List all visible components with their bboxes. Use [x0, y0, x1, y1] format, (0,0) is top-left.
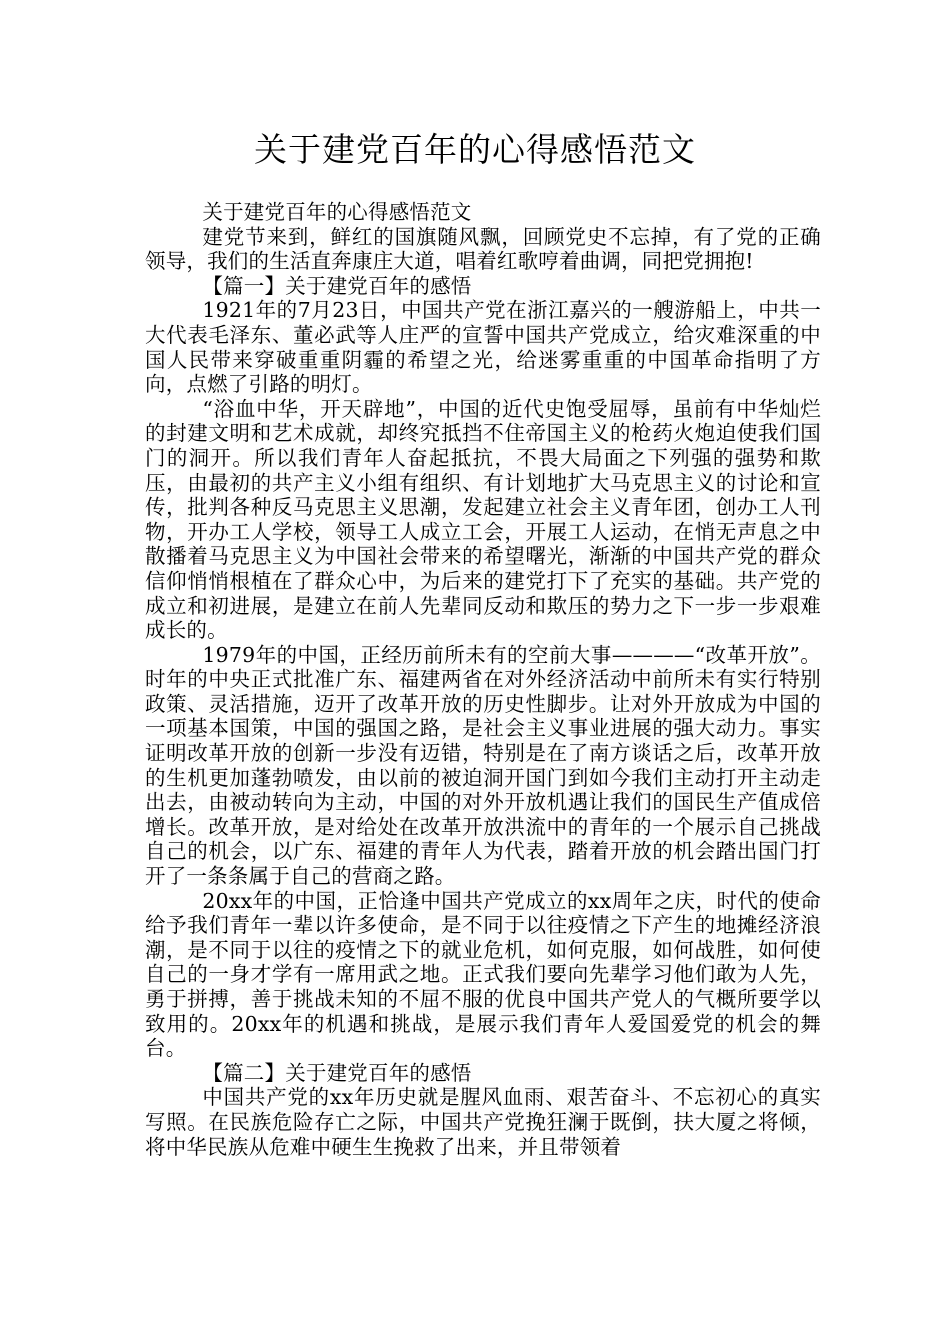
document-title: 关于建党百年的心得感悟范文: [254, 130, 696, 169]
body-paragraph: “浴血中华，开天辟地”，中国的近代史饱受屈辱，虽前有中华灿烂的封建文明和艺术成就，却终究抵挡不住帝国主义的枪药火炮迫使我们国门的洞开。所以我们青年人奋起抵抗，不畏大局面之下列强的强势和欺压，由最初的共产主义小组有组织、有计划地扩大马克思主义的讨论和宣传，批判各种反马克思主义思潮，发起建立社会主义青年团，创办工人刊物，开办工人学校，领导工人成立工会，开展工人运动，在悄无声息之中散播着马克思主义为中国社会带来的希望曙光，渐渐的中国共产党的群众信仰悄悄根植在了群众心中，为后来的建党打下了充实的基础。共产党的成立和初进展，是建立在前人先辈同反动和欺压的势力之下一步一步艰难成长的。: [145, 396, 821, 643]
body-paragraph: 1921年的7月23日，中国共产党在浙江嘉兴的一艘游船上，中共一大代表毛泽东、董必武等人庄严的宣誓中国共产党成立，给灾难深重的中国人民带来穿破重重阴霾的希望之光，给迷雾重重的中国革命指明了方向，点燃了引路的明灯。: [145, 298, 821, 397]
body-paragraph: 20xx年的中国，正恰逢中国共产党成立的xx周年之庆，时代的使命给予我们青年一辈以许多使命，是不同于以往疫情之下产生的地摊经济浪潮，是不同于以往的疫情之下的就业危机，如何克服，如何战胜，如何使自己的一身才学有一席用武之地。正式我们要向先辈学习他们敢为人先，勇于拼搏，善于挑战未知的不屈不服的优良中国共产党人的气概所要学以致用的。20xx年的机遇和挑战，是展示我们青年人爱国爱党的机会的舞台。: [145, 888, 821, 1061]
subtitle-paragraph: 关于建党百年的心得感悟范文: [202, 200, 472, 224]
document-body: [145, 200, 821, 1159]
body-paragraph: 1979年的中国，正经历前所未有的空前大事————“改革开放”。时年的中央正式批准广东、福建两省在对外经济活动中前所未有实行特别政策、灵活措施，迈开了改革开放的历史性脚步。让对外开放成为中国的一项基本国策，中国的强国之路，是社会主义事业进展的强大动力。事实证明改革开放的创新一步没有迈错，特别是在了南方谈话之后，改革开放的生机更加蓬勃喷发，由以前的被迫洞开国门到如今我们主动打开主动走出去，由被动转向为主动，中国的对外开放机遇让我们的国民生产值成倍增长。改革开放，是对给处在改革开放洪流中的青年的一个展示自己挑战自己的机会，以广东、福建的青年人为代表，踏着开放的机会踏出国门打开了一条条属于自己的营商之路。: [145, 642, 821, 889]
section-heading-1: 【篇一】关于建党百年的感悟: [202, 273, 472, 298]
body-paragraph: 中国共产党的xx年历史就是腥风血雨、艰苦奋斗、不忘初心的真实写照。在民族危险存亡之际，中国共产党挽狂澜于既倒，扶大厦之将倾，将中华民族从危难中硬生生挽救了出来，并且带领着: [145, 1085, 821, 1159]
section-heading-2: 【篇二】关于建党百年的感悟: [202, 1060, 472, 1085]
intro-paragraph: 建党节来到，鲜红的国旗随风飘，回顾党史不忘掉，有了党的正确领导，我们的生活直奔康庄大道，唱着红歌哼着曲调，同把党拥抱!: [145, 224, 821, 274]
